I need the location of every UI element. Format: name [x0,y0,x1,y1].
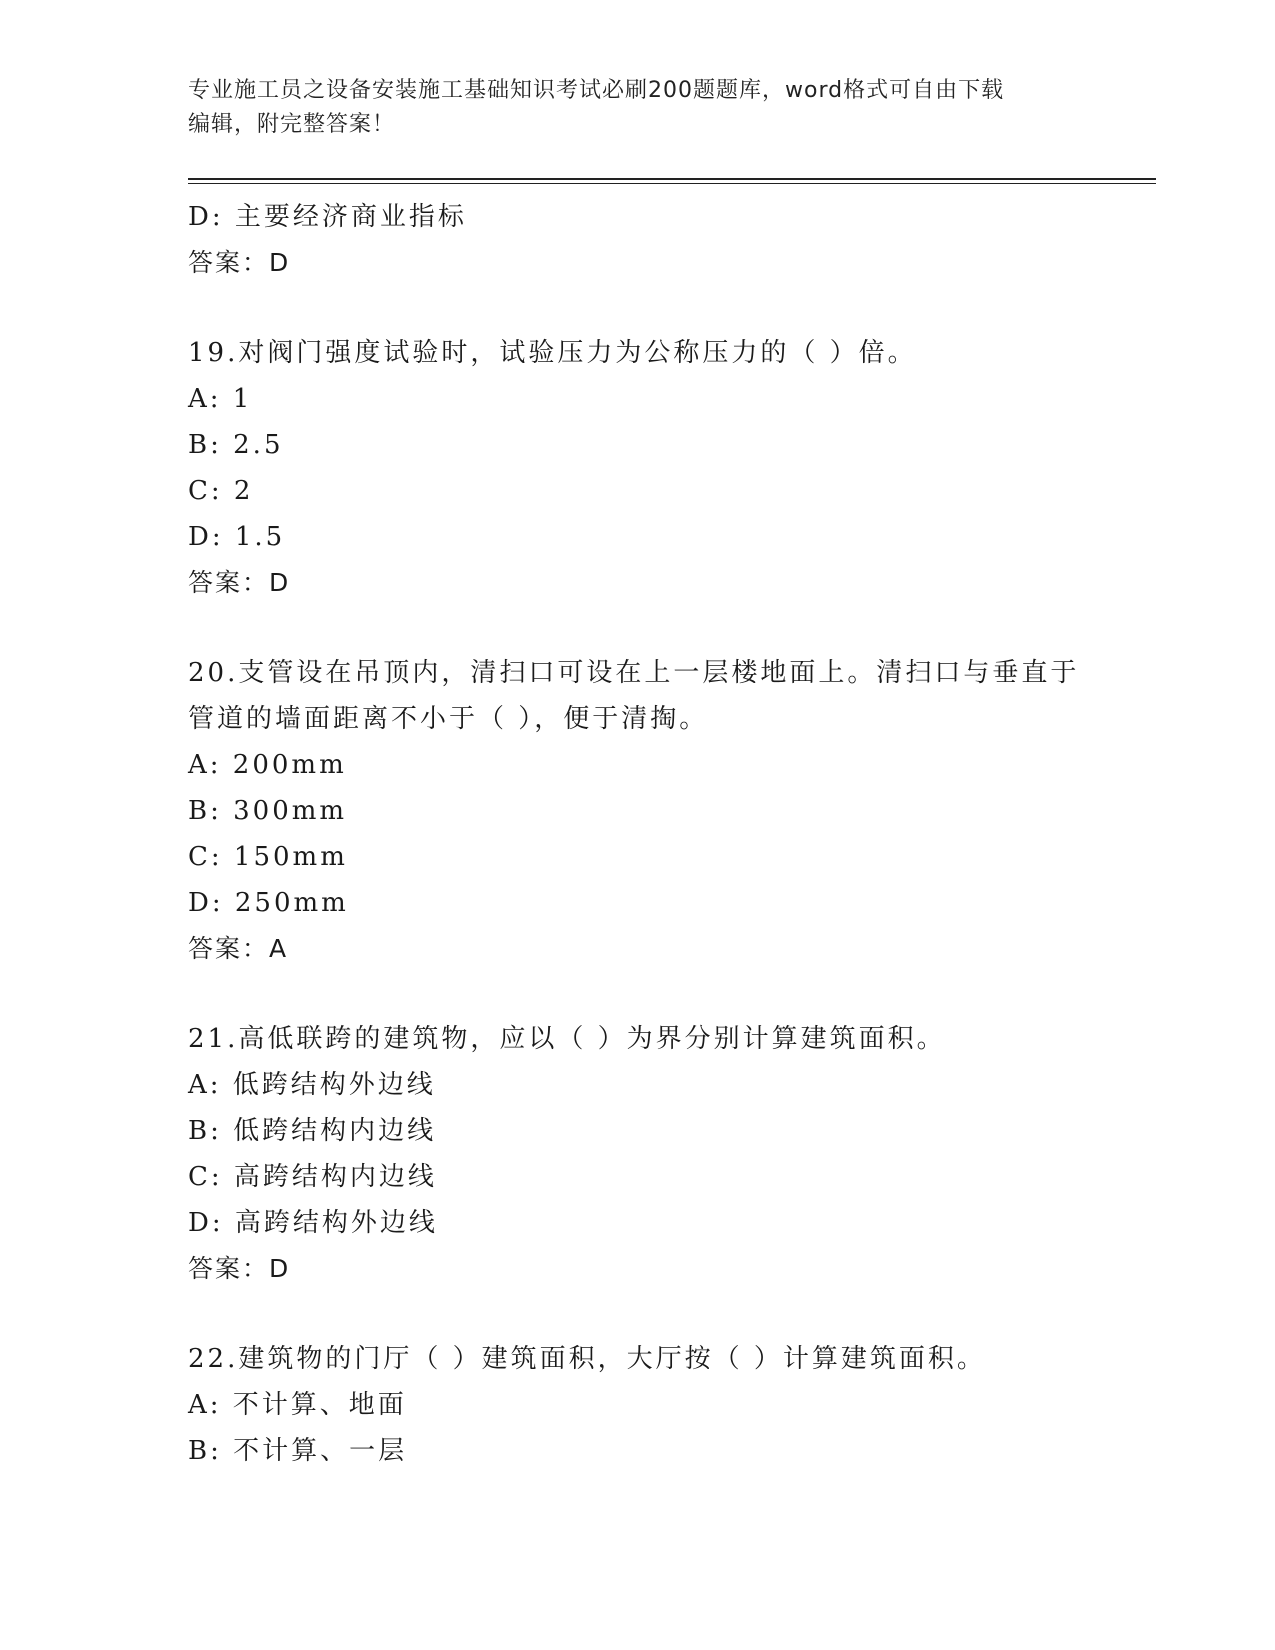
answer: 答案：D [188,1254,291,1283]
question-title-line-1: 20.支管设在吊顶内，清扫口可设在上一层楼地面上。清扫口与垂直于 [188,658,1080,688]
question-title: 21.高低联跨的建筑物，应以（ ）为界分别计算建筑面积。 [188,1024,946,1054]
previous-question-tail [188,194,1088,286]
question-21 [188,1016,1088,1292]
question-title: 22.建筑物的门厅（ ）建筑面积，大厅按（ ）计算建筑面积。 [188,1344,986,1374]
option-a: A: 200mm [188,750,347,780]
header-rule-thick [188,178,1156,180]
answer: 答案：D [188,248,291,277]
question-title: 19.对阀门强度试验时，试验压力为公称压力的（ ）倍。 [188,338,917,368]
option-b: B: 2.5 [188,430,284,460]
option-d: D: 高跨结构外边线 [188,1208,438,1238]
answer: 答案：A [188,934,289,963]
question-20 [188,650,1088,972]
header-line-1: 专业施工员之设备安装施工基础知识考试必刷200题题库，word格式可自由下载 [188,78,1005,103]
option-a: A: 低跨结构外边线 [188,1070,436,1100]
header-rule-thin [188,183,1156,184]
option-c: C: 高跨结构内边线 [188,1162,437,1192]
option-b: B: 300mm [188,796,348,826]
option-b: B: 低跨结构内边线 [188,1116,437,1146]
option-d: D: 250mm [188,888,349,918]
spacer [188,972,1088,1016]
spacer [188,1292,1088,1336]
question-title-line-2: 管道的墙面距离不小于（ ），便于清掏。 [188,704,709,734]
document-header [188,74,1088,142]
header-line-2: 编辑，附完整答案！ [188,112,396,137]
answer: 答案：D [188,568,291,597]
spacer [188,606,1088,650]
option-d: D: 1.5 [188,522,286,552]
question-19 [188,330,1088,606]
option-d: D: 主要经济商业指标 [188,202,467,232]
option-b: B: 不计算、一层 [188,1436,408,1466]
option-c: C: 150mm [188,842,348,872]
option-a: A: 不计算、地面 [188,1390,407,1420]
option-c: C: 2 [188,476,254,506]
question-list [188,194,1088,1474]
option-a: A: 1 [188,384,253,414]
spacer [188,286,1088,330]
question-22 [188,1336,1088,1474]
